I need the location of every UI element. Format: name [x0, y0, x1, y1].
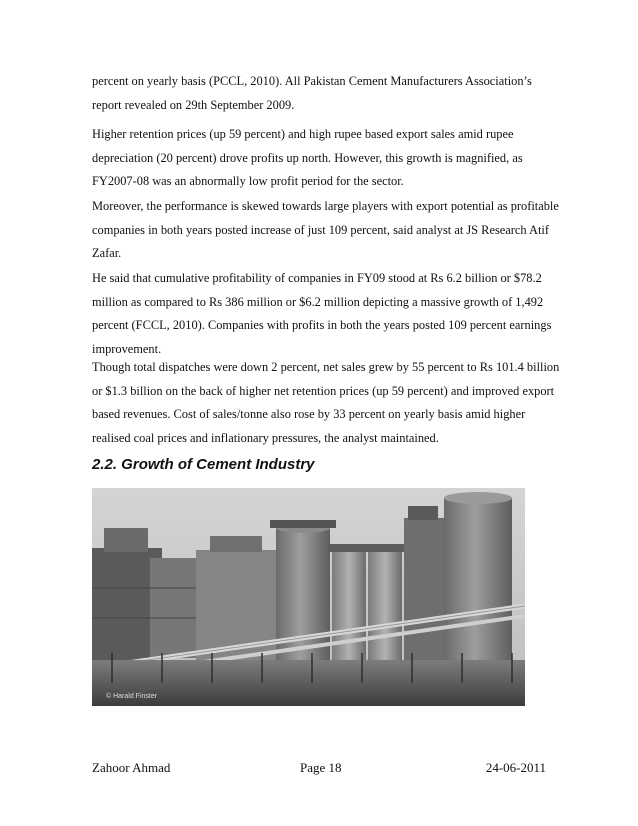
body-paragraph: Though total dispatches were down 2 percent, net sales grew by 55 percent to Rs 101.4 billion or $1.3 billion on the back of higher net retention prices (up 59 percent) and improved export based revenues. Cost of sales/tonne also rose by 33 percent on yearly basis amid higher realised coal prices and inflationary pressures, the analyst maintained.: [92, 360, 560, 445]
photo-credit: © Harald Finster: [106, 693, 158, 700]
section-heading: 2.2. Growth of Cement Industry: [92, 456, 315, 473]
footer-author: Zahoor Ahmad: [92, 760, 171, 775]
body-paragraph: He said that cumulative profitability of companies in FY09 stood at Rs 6.2 billion or $78.2 million as compared to Rs 386 million or $6.2 million depicting a massive growth of 1,492 percent (FCCL, 2010). Companies with profits in both the years posted 109 percent earnings improvement.: [92, 271, 552, 356]
body-paragraph: percent on yearly basis (PCCL, 2010). All Pakistan Cement Manufacturers Association’s report revealed on 29th September 2009.: [92, 74, 532, 112]
footer-date: 24-06-2011: [485, 760, 546, 775]
body-paragraph: Moreover, the performance is skewed towards large players with export potential as profitable companies in both years posted increase of just 109 percent, said analyst at JS Research Atif Zafar.: [92, 199, 559, 260]
cement-plant-photo: [92, 488, 525, 706]
body-paragraph: Higher retention prices (up 59 percent) and high rupee based export sales amid rupee depreciation (20 percent) drove profits up north. However, this growth is magnified, as FY2007-08 was an abnormally low profit period for the sector.: [92, 127, 523, 188]
footer-page-number: Page 18: [300, 760, 342, 775]
